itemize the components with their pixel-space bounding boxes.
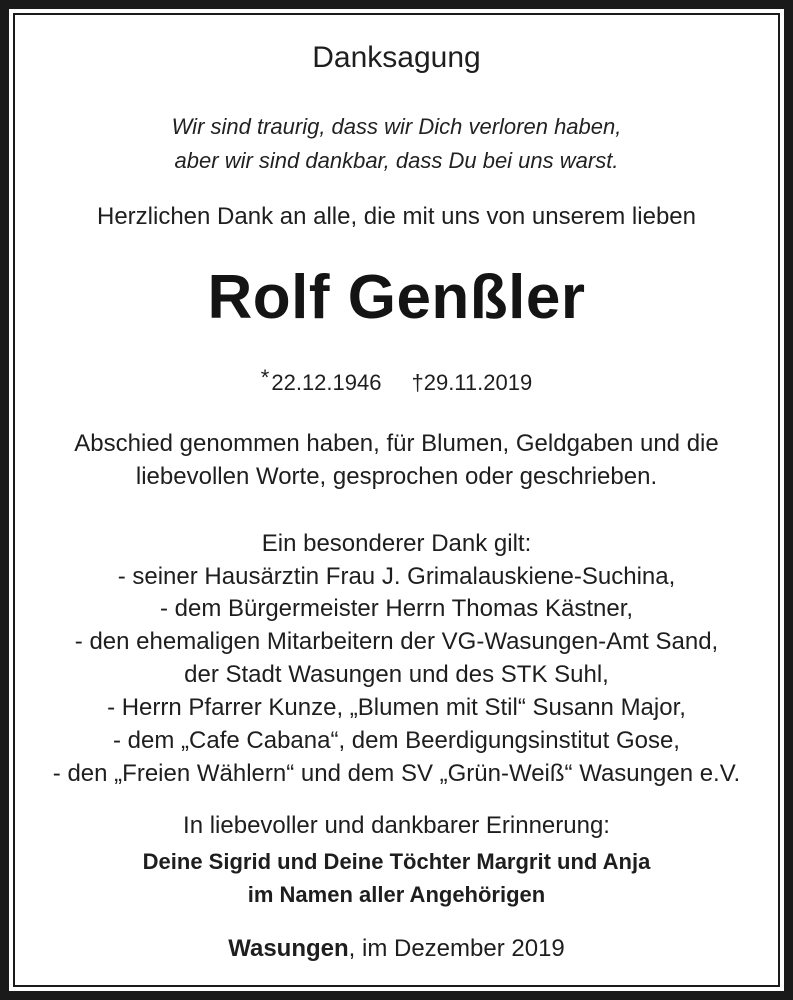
place-date — [0, 933, 793, 965]
farewell-line-2: liebevollen Worte, gesprochen oder geschrieben. — [135, 463, 658, 490]
signature-line-2: im Namen aller Angehörigen — [247, 882, 546, 907]
place-name: Wasungen — [228, 935, 349, 962]
thanks-item: - dem Bürgermeister Herrn Thomas Kästner, — [159, 595, 634, 622]
death-cross-icon: † — [411, 370, 424, 395]
life-dates — [0, 362, 793, 399]
farewell-line-1: Abschied genommen haben, für Blumen, Geldgaben und die — [74, 430, 719, 457]
thanks-item: - den ehemaligen Mitarbeitern der VG-Wasungen-Amt Sand, — [74, 628, 719, 655]
closing-text: In liebevoller und dankbarer Erinnerung: — [183, 812, 610, 839]
thanks-item: - seiner Hausärztin Frau J. Grimalauskiene-Suchina, — [117, 563, 676, 590]
motto-line-1: Wir sind traurig, dass wir Dich verloren haben, — [171, 114, 622, 139]
death-date: 29.11.2019 — [423, 370, 533, 395]
thanks-item: der Stadt Wasungen und des STK Suhl, — [184, 661, 609, 688]
thanks-heading: Ein besonderer Dank gilt: — [261, 530, 532, 557]
heading: Danksagung — [312, 41, 481, 74]
date-text: , im Dezember 2019 — [348, 935, 565, 962]
birth-symbol: * — [260, 365, 270, 390]
intro-text: Herzlichen Dank an alle, die mit uns von unserem lieben — [97, 203, 696, 230]
signature-line-1: Deine Sigrid und Deine Töchter Margrit und Anja — [142, 849, 651, 874]
thanks-item: - den „Freien Wählern“ und dem SV „Grün-Weiß“ Wasungen e.V. — [52, 760, 741, 787]
thanks-item: - Herrn Pfarrer Kunze, „Blumen mit Stil“ Susann Major, — [107, 694, 686, 721]
birth-date: 22.12.1946 — [271, 370, 382, 395]
motto-line-2: aber wir sind dankbar, dass Du bei uns warst. — [174, 148, 619, 173]
deceased-name: Rolf Genßler — [207, 263, 586, 332]
thanks-item: - dem „Cafe Cabana“, dem Beerdigungsinstitut Gose, — [113, 727, 680, 754]
